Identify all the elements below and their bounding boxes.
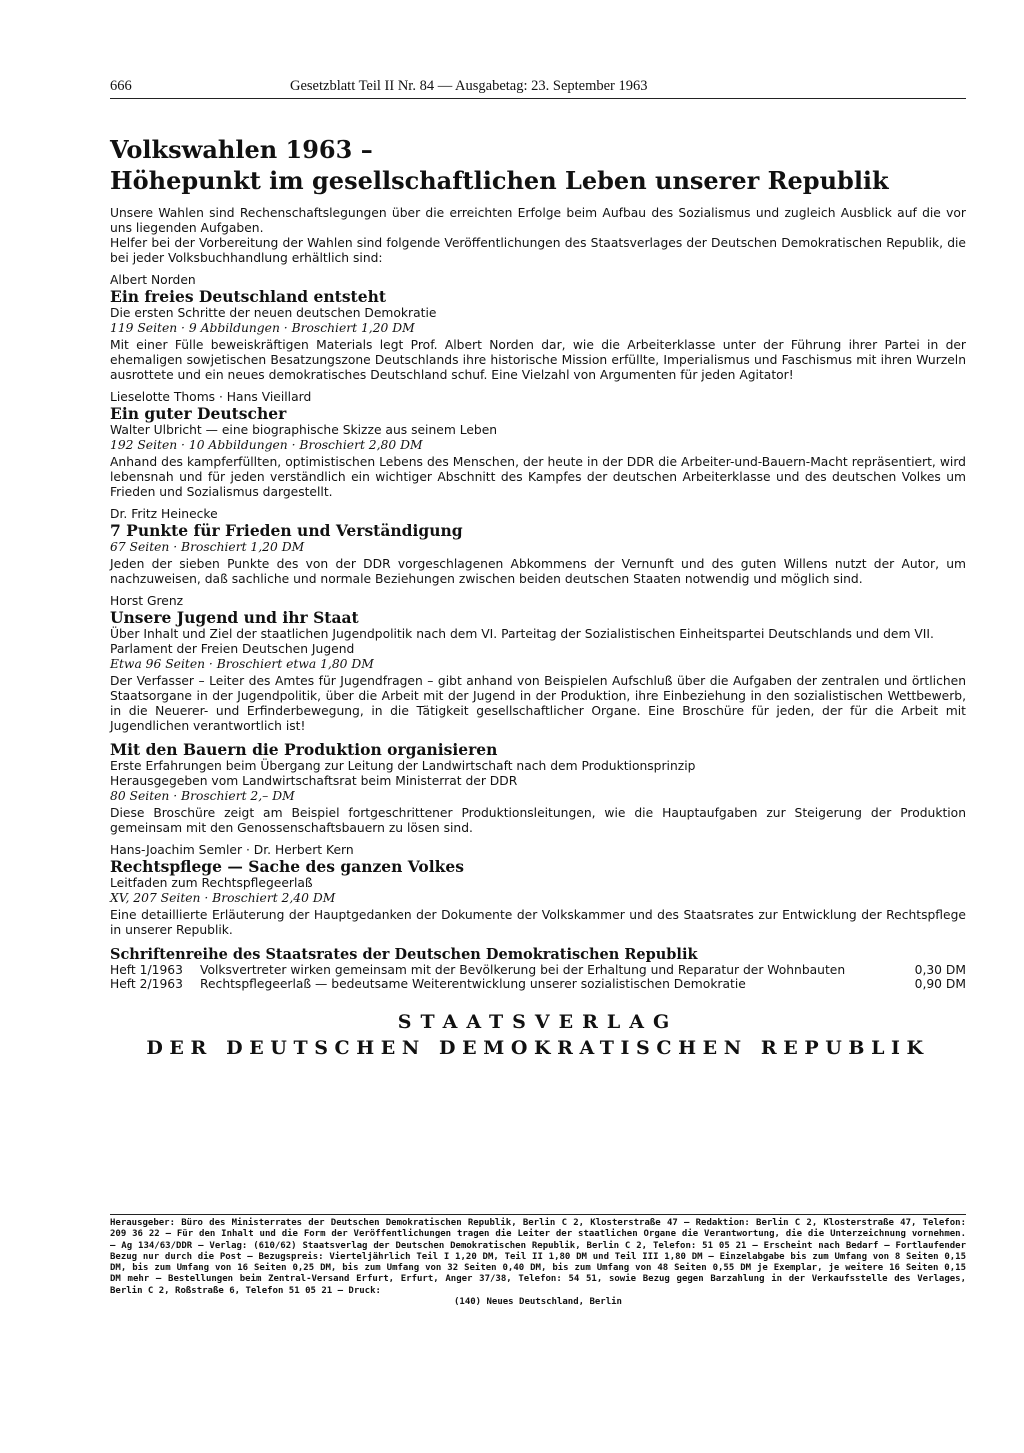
book-description: Mit einer Fülle beweiskräftigen Materials legt Prof. Albert Norden dar, wie die Arbeiterklasse unter der Führung ihrer Partei in der ehemaligen sowjetischen Besatzungszone Deutschlands ihre historische Mission erfüllte, Imperialismus und Faschismus mit ihren Wurzeln ausrottete und ein neues demokratisches Deutschland schuf. Eine Vielzahl von Argumenten für jeden Agitator!: [110, 338, 966, 382]
book-subtitle: Walter Ulbricht — eine biographische Skizze aus seinem Leben: [110, 423, 498, 437]
page-number: 666: [110, 78, 132, 94]
book-title: 7 Punkte für Frieden und Verständigung: [110, 521, 463, 540]
series-item: [110, 977, 966, 991]
book-subtitle: Über Inhalt und Ziel der staatlichen Jugendpolitik nach dem VI. Parteitag der Sozialistischen Einheitspartei Deutschlands und dem VII. Parlament der Freien Deutschen Jugend: [110, 627, 934, 656]
book-meta: 80 Seiten · Broschiert 2,– DM: [110, 789, 295, 803]
imprint-footer: [110, 1214, 966, 1308]
book-description: Jeden der sieben Punkte des von der DDR vorgeschlagenen Abkommens der Vernunft und des guten Willens nutzt der Autor, um nachzuweisen, daß sachliche und normale Beziehungen zwischen beiden deutschen Staaten notwendig und möglich sind.: [110, 557, 966, 586]
publisher-line-2: DER DEUTSCHEN DEMOKRATISCHEN REPUBLIK: [146, 1037, 930, 1059]
headline-line-2: Höhepunkt im gesellschaftlichen Leben unserer Republik: [110, 166, 889, 195]
book-entry: [110, 843, 966, 938]
imprint-printer: (140) Neues Deutschland, Berlin: [454, 1297, 622, 1308]
book-author: Horst Grenz: [110, 594, 184, 608]
book-entry: [110, 741, 966, 836]
book-description: Diese Broschüre zeigt am Beispiel fortgeschrittener Produktionsleitungen, wie die Hauptaufgaben zur Steigerung der Produktion gemeinsam mit den Genossenschaftsbauern zu lösen sind.: [110, 806, 966, 835]
book-title: Mit den Bauern die Produktion organisieren: [110, 740, 498, 759]
book-title: Unsere Jugend und ihr Staat: [110, 608, 359, 627]
intro: [110, 206, 966, 266]
book-title: Ein guter Deutscher: [110, 404, 287, 423]
series-item: [110, 963, 966, 977]
book-meta: Etwa 96 Seiten · Broschiert etwa 1,80 DM: [110, 657, 374, 671]
book-subtitle: Leitfaden zum Rechtspflegeerlaß: [110, 876, 313, 890]
book-meta: XV, 207 Seiten · Broschiert 2,40 DM: [110, 891, 336, 905]
book-entry: [110, 273, 966, 383]
book-entry: [110, 594, 966, 734]
book-title: Ein freies Deutschland entsteht: [110, 287, 387, 306]
series-item-number: Heft 1/1963: [110, 963, 183, 977]
book-description: Der Verfasser – Leiter des Amtes für Jugendfragen – gibt anhand von Beispielen Aufschluß über die Aufgaben der zentralen und örtlichen Staatsorgane in der Jugendpolitik, über die Arbeit mit der Jugend in der Produktion, ihre Einbeziehung in den sozialistischen Wettbewerb, in die Neuerer- und Erfinderbewegung, in die Tätigkeit gesellschaftlicher Organe. Eine Broschüre für jeden, der für die Arbeit mit Jugendlichen verantwortlich ist!: [110, 674, 966, 733]
book-author: Hans-Joachim Semler · Dr. Herbert Kern: [110, 843, 354, 857]
book-meta: 119 Seiten · 9 Abbildungen · Broschiert 1,20 DM: [110, 321, 415, 335]
headline: [110, 134, 966, 196]
series-item-text: Rechtspflegeerlaß — bedeutsame Weiterentwicklung unserer sozialistischen Demokratie: [200, 977, 746, 991]
book-meta: 192 Seiten · 10 Abbildungen · Broschiert 2,80 DM: [110, 438, 423, 452]
headline-line-1: Volkswahlen 1963 –: [110, 135, 373, 164]
intro-paragraph-1: Unsere Wahlen sind Rechenschaftslegungen über die erreichten Erfolge beim Aufbau des Sozialismus und zugleich Ausblick auf die vor uns liegenden Aufgaben.: [110, 206, 966, 235]
book-subtitle: Die ersten Schritte der neuen deutschen Demokratie: [110, 306, 437, 320]
book-description: Eine detaillierte Erläuterung der Hauptgedanken der Dokumente der Volkskammer und des Staatsrates zur Entwicklung der Rechtspflege in unserer Republik.: [110, 908, 966, 937]
document-page: [110, 78, 966, 1061]
book-title: Rechtspflege — Sache des ganzen Volkes: [110, 857, 464, 876]
running-header: [110, 78, 966, 99]
series-title: Schriftenreihe des Staatsrates der Deutschen Demokratischen Republik: [110, 946, 698, 963]
running-title: Gesetzblatt Teil II Nr. 84 — Ausgabetag: 23. September 1963: [290, 78, 648, 94]
series-item-price: 0,30 DM: [914, 963, 966, 977]
intro-paragraph-2: Helfer bei der Vorbereitung der Wahlen sind folgende Veröffentlichungen des Staatsverlages der Deutschen Demokratischen Republik, die bei jeder Volksbuchhandlung erhältlich sind:: [110, 236, 966, 265]
book-description: Anhand des kampferfüllten, optimistischen Lebens des Menschen, der heute in der DDR die Arbeiter-und-Bauern-Macht repräsentiert, wird lebensnah und für jeden verständlich ein wichtiger Abschnitt des Kampfes der deutschen Arbeiterklasse und des deutschen Volkes um Frieden und Sozialismus dargestellt.: [110, 455, 966, 499]
publisher-block: [110, 1009, 966, 1061]
book-entry: [110, 390, 966, 500]
series-item-text: Volksvertreter wirken gemeinsam mit der Bevölkerung bei der Erhaltung und Reparatur der Wohnbauten: [200, 963, 846, 977]
imprint-text: Herausgeber: Büro des Ministerrates der Deutschen Demokratischen Republik, Berlin C 2, Klosterstraße 47 – Redaktion: Berlin C 2, Klosterstraße 47, Telefon: 209 36 22 – Für den Inhalt und die Form der Veröffentlichungen tragen die Leiter der staatlichen Organe die Verantwortung, die die Unterzeichnung vornehmen. – Ag 134/63/DDR – Verlag: (610/62) Staatsverlag der Deutschen Demokratischen Republik, Berlin C 2, Telefon: 51 05 21 – Erscheint nach Bedarf – Fortlaufender Bezug nur durch die Post – Bezugspreis: Vierteljährlich Teil I 1,20 DM, Teil II 1,80 DM und Teil III 1,80 DM – Einzelabgabe bis zum Umfang von 8 Seiten 0,15 DM, bis zum Umfang von 16 Seiten 0,25 DM, bis zum Umfang von 32 Seiten 0,40 DM, bis zum Umfang von 48 Seiten 0,55 DM je Exemplar, je weitere 16 Seiten 0,15 DM mehr – Bestellungen beim Zentral-Versand Erfurt, Erfurt, Anger 37/38, Telefon: 54 51, sowie Bezug gegen Barzahlung in der Verkaufsstelle des Verlages, Berlin C 2, Roßstraße 6, Telefon 51 05 21 – Druck:: [110, 1218, 966, 1296]
publisher-line-1: STAATSVERLAG: [397, 1011, 679, 1033]
book-meta: 67 Seiten · Broschiert 1,20 DM: [110, 540, 305, 554]
book-author: Lieselotte Thoms · Hans Vieillard: [110, 390, 312, 404]
book-subtitle-2: Herausgegeben vom Landwirtschaftsrat beim Ministerrat der DDR: [110, 774, 518, 788]
book-subtitle: Erste Erfahrungen beim Übergang zur Leitung der Landwirtschaft nach dem Produktionsprinzip: [110, 759, 696, 773]
book-author: Dr. Fritz Heinecke: [110, 507, 218, 521]
series-item-number: Heft 2/1963: [110, 977, 183, 991]
book-entry: [110, 507, 966, 587]
book-author: Albert Norden: [110, 273, 196, 287]
series-item-price: 0,90 DM: [914, 977, 966, 991]
